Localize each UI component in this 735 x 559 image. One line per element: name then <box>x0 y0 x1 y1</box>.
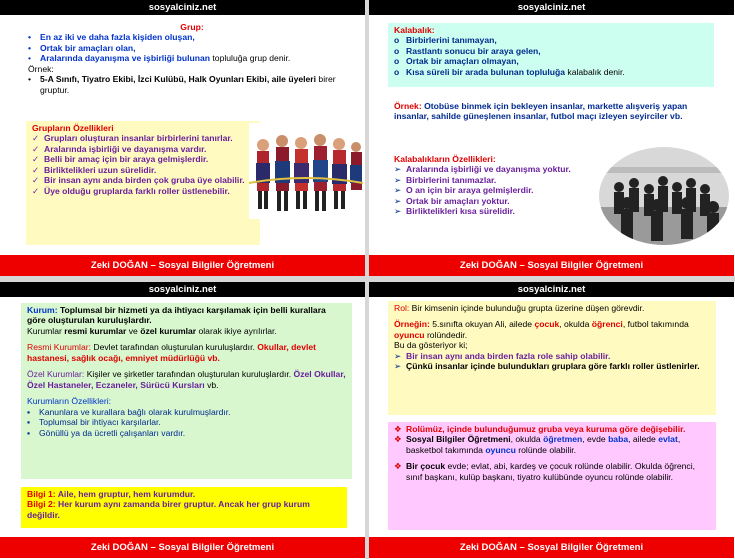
list-item: ➢ Çünkü insanlar içinde bulundukları gruplara göre farklı roller üstlenirler. <box>394 361 700 372</box>
list-item: ➢ Bir insan aynı anda birden fazla role sahip olabilir. <box>394 350 611 361</box>
bu-da: Bu da gösteriyor ki; <box>394 340 468 351</box>
slide-grup <box>0 0 365 276</box>
kalabalik-definition <box>388 23 714 87</box>
features-list <box>32 133 254 196</box>
list-item: • Ortak bir amaçları olan, <box>28 42 136 53</box>
list-item: ▪ Kanunlara ve kurallara bağlı olarak kurulmuşlardır. <box>27 406 231 417</box>
list-item: • En az iki ve daha fazla kişiden oluşan, <box>28 32 195 43</box>
list-item: ✓ Üye olduğu gruplarda farklı roller üstlenebilir. <box>32 185 230 196</box>
list-item: ✓ Bir insan aynı anda birden çok gruba üye olabilir. <box>32 175 245 186</box>
list-item: ▪ Gönüllü ya da ücretli çalışanları vardır. <box>27 427 186 438</box>
ornek-label: Örnek: <box>28 63 54 74</box>
features-title: Grupların Özellikleri <box>32 123 114 133</box>
kurum-definition: Kurum: Toplumsal bir hizmeti ya da ihtiyacı karşılamak için belli kurallara göre oluşturulan kuruluşlardır. <box>27 305 326 326</box>
list-item: ✓ Birliktelikleri uzun sürelidir. <box>32 164 157 175</box>
list-item: ❖ Sosyal Bilgiler Öğretmeni, okulda öğretmen, evde baba, ailede evlat, basketbol takımında oyuncu rolünde olabilir. <box>394 434 681 455</box>
slide-kalabalik <box>369 0 734 276</box>
grup-features-box <box>26 121 260 245</box>
bilgi-1: Bilgi 1: Aile, hem gruptur, hem kurumdur. <box>27 489 196 499</box>
folk-dance-photo <box>249 123 363 219</box>
resmi-kurumlar: Resmi Kurumlar: Devlet tarafından oluşturulan kuruluşlardır. Okullar, devlet hastanesi, sağlık ocağı, emniyet müdürlüğü vb. <box>27 342 317 363</box>
list-item: ✓ Aralarında işbirliği ve dayanışma vardır. <box>32 143 207 154</box>
features-title: Kalabalıkların Özellikleri: <box>394 154 496 164</box>
kalabalik-title: Kalabalık: <box>394 25 435 35</box>
list-item: ➢ O an için bir araya gelmişlerdir. <box>394 185 534 196</box>
list-item: ❖ Bir çocuk evde; evlat, abi, kardeş ve çocuk rolünde olabilir. Okulda öğrenci, sınıf başkanı, kulüp başkanı, tiyatro kulübünde oyuncu rolünde olabilir. <box>394 461 696 482</box>
list-item: ❖ Rolümüz, içinde bulunduğumuz gruba veya kuruma göre değişebilir. <box>394 424 686 434</box>
bilgi-2: Bilgi 2: Her kurum aynı zamanda birer gruptur. Ancak her grup kurum değildir. <box>27 499 310 520</box>
kalabalik-example: Örnek: Otobüse binmek için bekleyen insanlar, markette alışveriş yapan insanlar, sahilde güneşlenen insanlar, futbol maçı izleyen seyirciler vb. <box>394 101 688 122</box>
crowd-photo <box>599 147 729 245</box>
bilgi-box <box>21 487 347 528</box>
list-item: ➢ Birbirlerini tanımazlar. <box>394 174 497 185</box>
features-title: Kurumların Özellikleri: <box>27 396 112 407</box>
rol-example: Örneğin: 5.sınıfta okuyan Ali, ailede çocuk, okulda öğrenci, futbol takımında oyuncu rolündedir. <box>394 319 689 340</box>
list-item: o Ortak bir amaçları olmayan, <box>394 56 519 67</box>
list-item: o Kısa süreli bir arada bulunan topluluğa kalabalık denir. <box>394 66 625 77</box>
list-item: • Aralarında dayanışma ve işbirliği bulunan topluluğa grup denir. <box>28 53 291 64</box>
list-item: • 5-A Sınıfı, Tiyatro Ekibi, İzci Kulübü, Halk Oyunları Ekibi, aile üyeleri birer gruptur. <box>28 74 336 95</box>
rol-box <box>388 301 716 415</box>
slide-header: sosyalciniz.net <box>369 282 734 297</box>
grup-definition <box>22 20 362 97</box>
kurum-box <box>21 303 352 479</box>
slide-header: sosyalciniz.net <box>369 0 734 15</box>
list-item: ▪ Toplumsal bir ihtiyacı karşılarlar. <box>27 417 161 428</box>
grup-title: Grup: <box>180 22 204 32</box>
list-item: ✓ Belli bir amaç için bir araya gelmişlerdir. <box>32 154 209 165</box>
slide-kurum <box>0 282 365 558</box>
slide-footer: Zeki DOĞAN – Sosyal Bilgiler Öğretmeni <box>369 255 734 276</box>
list-item: o Rastlantı sonucu bir araya gelen, <box>394 45 541 56</box>
slide-header: sosyalciniz.net <box>0 282 365 297</box>
slide-header: sosyalciniz.net <box>0 0 365 15</box>
rol-definition: Rol: Bir kimsenin içinde bulunduğu grupta üzerine düşen görevdir. <box>394 303 645 313</box>
slide-footer: Zeki DOĞAN – Sosyal Bilgiler Öğretmeni <box>0 537 365 558</box>
list-item: ✓ Grupları oluşturan insanlar birbirlerini tanırlar. <box>32 133 233 144</box>
slide-footer: Zeki DOĞAN – Sosyal Bilgiler Öğretmeni <box>0 255 365 276</box>
list-item: o Birbirlerini tanımayan, <box>394 35 497 46</box>
list-item: ➢ Ortak bir amaçları yoktur. <box>394 195 510 206</box>
list-item: ➢ Aralarında işbirliği ve dayanışma yoktur. <box>394 164 571 175</box>
slide-rol <box>369 282 734 558</box>
list-item: ➢ Birliktelikleri kısa sürelidir. <box>394 206 515 217</box>
kurum-types: Kurumlar resmi kurumlar ve özel kurumlar olarak ikiye ayrılırlar. <box>27 325 277 336</box>
slide-footer: Zeki DOĞAN – Sosyal Bilgiler Öğretmeni <box>369 537 734 558</box>
rol-change-box <box>388 422 716 530</box>
ozel-kurumlar: Özel Kurumlar: Kişiler ve şirketler tarafından oluşturulan kuruluşlardır. Özel Okullar, Özel Hastaneler, Eczaneler, Sürücü Kursları vb. <box>27 369 346 390</box>
